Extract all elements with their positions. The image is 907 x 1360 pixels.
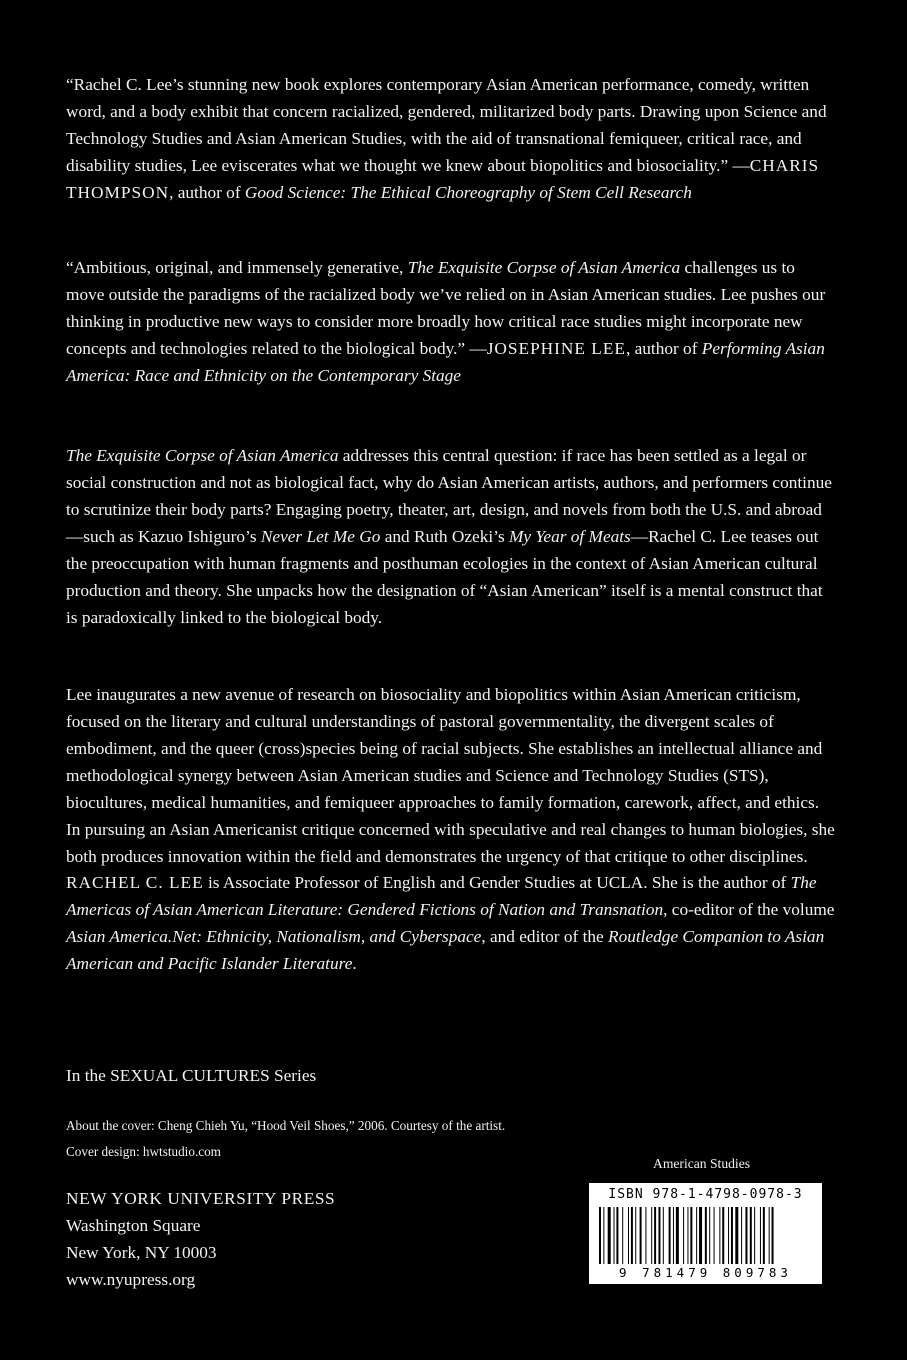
barcode-bar <box>760 1207 761 1264</box>
barcode-bar <box>735 1207 738 1264</box>
barcode-bar <box>696 1207 697 1264</box>
barcode-bar <box>616 1207 618 1264</box>
barcode-bar <box>640 1207 642 1264</box>
cover-art-credit: About the cover: Cheng Chieh Yu, “Hood Veil Shoes,” 2006. Courtesy of the artist. <box>66 1118 506 1133</box>
author-bio <box>66 869 836 977</box>
barcode-bar <box>722 1207 724 1264</box>
subject-category: American Studies <box>653 1156 751 1171</box>
description-paragraph-1 <box>66 442 836 631</box>
quote-text: challenges us to move outside the paradigms of the racialized body we’ve relied on in Asian American studies. Lee pushes our thinking in productive new ways to consider more broadly how critical race studies might incorporate new concepts and technologies related to the biological body.” — <box>66 258 826 358</box>
barcode-bar <box>658 1207 660 1264</box>
barcode-bar <box>614 1207 615 1264</box>
series-text: In the SEXUAL CULTURES Series <box>66 1066 317 1085</box>
barcode-bar <box>728 1207 729 1264</box>
cited-book: My Year of Meats <box>509 527 631 546</box>
barcode-bar <box>763 1207 765 1264</box>
bio-text: . <box>352 954 357 973</box>
barcode-bar <box>663 1207 664 1264</box>
barcode-digits: 9 781479 809783 <box>619 1265 792 1280</box>
quote-author-connector: , author of <box>625 339 702 358</box>
barcode-bar <box>690 1207 692 1264</box>
book-title: The Exquisite Corpse of Asian America <box>66 446 339 465</box>
publisher-address-line1: Washington Square <box>66 1216 201 1235</box>
quote-author-book: Performing Asian America: Race and Ethnicity on the Contemporary Stage <box>66 339 825 385</box>
barcode-bar <box>676 1207 679 1264</box>
cover-credits <box>66 1113 505 1165</box>
barcode-bar <box>741 1207 742 1264</box>
publisher-address-line2: New York, NY 10003 <box>66 1243 217 1262</box>
barcode-bar <box>608 1207 611 1264</box>
publisher-block <box>66 1185 335 1293</box>
quote-author: CHARIS THOMPSON <box>66 156 820 202</box>
barcode-bar <box>645 1207 646 1264</box>
quote-author-connector: , author of <box>169 183 245 202</box>
description-paragraph-2 <box>66 681 836 870</box>
quote-text-open: “Ambitious, original, and immensely generative, <box>66 258 408 277</box>
isbn-barcode <box>589 1183 822 1284</box>
series-note <box>66 1062 836 1089</box>
barcode-bar <box>709 1207 710 1264</box>
isbn-number: ISBN 978-1-4798-0978-3 <box>608 1187 803 1202</box>
quote-author-book: Good Science: The Ethical Choreography of Stem Cell Research <box>244 183 692 202</box>
publisher-name: NEW YORK UNIVERSITY PRESS <box>66 1189 336 1208</box>
barcode-bar <box>651 1207 652 1264</box>
quote-book-title: The Exquisite Corpse of Asian America <box>407 258 681 277</box>
barcode-bar <box>754 1207 755 1264</box>
bio-text: , co-editor of the volume <box>663 900 835 919</box>
barcode-bar <box>750 1207 752 1264</box>
endorsement-quote-lee <box>66 254 836 389</box>
description-text: Lee inaugurates a new avenue of research on biosociality and biopolitics within Asian American criticism, focused on the literary and cultural understandings of pastoral governmentality, the divergent scales of embodiment, and the queer (cross)species being of racial subjects. She establishes an intellectual alliance and methodological synergy between Asian American studies and Science and Technology Studies (STS), biocultures, medical humanities, and femiqueer approaches to family formation, carework, affect, and ethics. In pursuing an Asian Americanist critique concerned with speculative and real changes to human biologies, she both produces innovation within the field and demonstrates the urgency of that critique to other disciplines. <box>66 685 835 866</box>
barcode-bar <box>631 1207 633 1264</box>
barcode-bar <box>772 1207 774 1264</box>
bio-text: is Associate Professor of English and Gender Studies at UCLA. She is the author of <box>203 873 791 892</box>
barcode-bar <box>731 1207 733 1264</box>
barcode-bar <box>603 1207 604 1264</box>
barcode-bar <box>745 1207 747 1264</box>
endorsement-quote-thompson <box>66 71 836 206</box>
barcode-bar <box>622 1207 623 1264</box>
barcode-bar <box>705 1207 707 1264</box>
bio-text: , and editor of the <box>481 927 609 946</box>
cited-book: Never Let Me Go <box>260 527 381 546</box>
barcode-bar <box>628 1207 629 1264</box>
barcode-bar <box>673 1207 674 1264</box>
barcode-bar <box>687 1207 688 1264</box>
barcode-bar <box>635 1207 636 1264</box>
description-text: addresses this central question: if race has been settled as a legal or social construction and not as biological fact, why do Asian American artists, authors, and performers continue to scrutinize their body parts? Engaging poetry, theater, art, design, and novels from both the U.S. and abroad—such as Kazuo Ishiguro’s <box>66 446 832 546</box>
barcode-bar <box>719 1207 720 1264</box>
author-name: RACHEL C. LEE <box>66 873 204 892</box>
cover-design-credit: Cover design: hwtstudio.com <box>66 1144 221 1159</box>
barcode-bar <box>654 1207 656 1264</box>
publisher-url: www.nyupress.org <box>66 1270 196 1289</box>
barcode-bar <box>714 1207 715 1264</box>
quote-text: “Rachel C. Lee’s stunning new book explores contemporary Asian American performance, comedy, written word, and a body exhibit that concern racialized, gendered, militarized body parts. Drawing upon Science and Technology Studies and Asian American Studies, with the aid of transnational femiqueer, critical race, and disability studies, Lee eviscerates what we thought we knew about biopolitics and biosociality.” — <box>66 75 827 175</box>
barcode-bar <box>669 1207 671 1264</box>
description-text: and Ruth Ozeki’s <box>380 527 510 546</box>
barcode-bar <box>769 1207 770 1264</box>
edited-book: Routledge Companion to Asian American and Pacific Islander Literature <box>66 927 825 973</box>
authored-book: The Americas of Asian American Literature: Gendered Fictions of Nation and Transnation <box>66 873 817 919</box>
description-text: —Rachel C. Lee teases out the preoccupation with human fragments and posthuman ecologies in the context of Asian American cultural production and theory. She unpacks how the designation of “Asian American” itself is a mental construct that is paradoxically linked to the biological body. <box>66 527 823 627</box>
barcode-bar <box>599 1207 601 1264</box>
barcode-bar <box>683 1207 684 1264</box>
barcode-bar <box>699 1207 702 1264</box>
quote-author: JOSEPHINE LEE <box>486 339 626 358</box>
edited-book: Asian America.Net: Ethnicity, Nationalism, and Cyberspace <box>66 927 482 946</box>
barcode-icon <box>599 1207 812 1264</box>
